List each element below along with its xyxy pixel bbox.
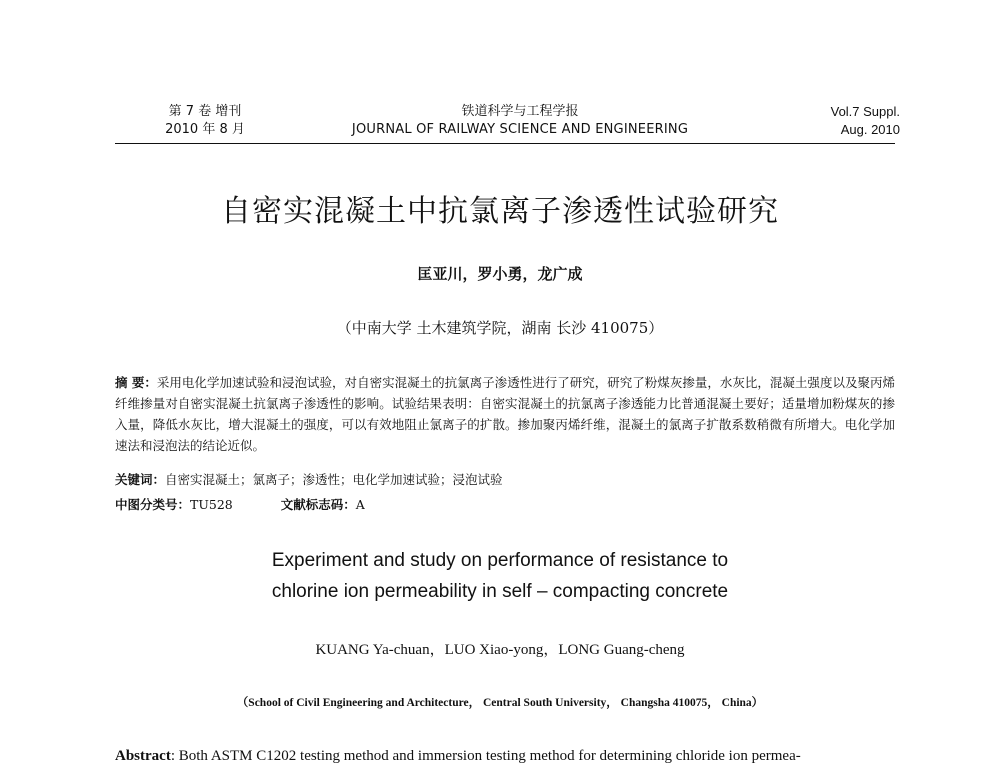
header-journal-name <box>310 103 730 139</box>
abstract-cn-text: 采用电化学加速试验和浸泡试验，对自密实混凝土的抗氯离子渗透性进行了研究，研究了粉煤灰掺量，水灰比，混凝土强度以及聚丙烯纤维掺量对自密实混凝土抗氯离子渗透性的影响。试验结果表明：自密实混凝土的抗氯离子渗透能力比普通混凝土要好；适量增加粉煤灰的掺入量，降低水灰比，增大混凝土的强度，可以有效地阻止氯离子的扩散。掺加聚丙烯纤维，混凝土的氯离子扩散系数稍微有所增大。电化学加速法和浸泡法的结论近似。 <box>115 375 895 453</box>
paper-title-en-line2: chlorine ion permeability in self – compacting concrete <box>271 581 729 602</box>
header-volume-info <box>115 103 295 139</box>
abstract-en-text: : Both ASTM C1202 testing method and immersion testing method for determining chloride ion permea- <box>170 748 801 764</box>
doc-code-label: 文献标志码： <box>280 497 356 512</box>
paper-title-cn: 自密实混凝土中抗氯离子渗透性试验研究 <box>221 194 779 229</box>
paper-title-en <box>0 545 1000 607</box>
keywords-cn <box>115 470 895 490</box>
clc-label: 中图分类号： <box>115 497 191 512</box>
clc-value: TU528 <box>190 497 233 512</box>
paper-title-en-line1: Experiment and study on performance of resistance to <box>271 550 729 571</box>
abstract-en-label: Abstract <box>115 748 171 764</box>
journal-name-en: JOURNAL OF RAILWAY SCIENCE AND ENGINEERING <box>351 122 689 137</box>
classification-line <box>115 495 895 515</box>
doc-code-value: A <box>355 497 365 512</box>
affiliation-en: （School of Civil Engineering and Architecture， Central South University， Changsha 410075， China） <box>236 697 764 709</box>
header-volume-info-en <box>760 103 900 139</box>
abstract-cn <box>115 372 895 456</box>
abstract-en <box>115 746 895 766</box>
header-volume-en: Vol.7 Suppl. <box>830 104 900 119</box>
keywords-cn-text: 自密实混凝土；氯离子；渗透性；电化学加速试验；浸泡试验 <box>165 472 503 487</box>
journal-name-cn: 铁道科学与工程学报 <box>461 104 579 119</box>
header-volume-issue: 第 7 卷 增刊 <box>168 104 242 119</box>
header-date-cn: 2010 年 8 月 <box>165 122 245 137</box>
authors-en: KUANG Ya-chuan，LUO Xiao-yong，LONG Guang-cheng <box>315 642 685 658</box>
affiliation-cn: （中南大学 土木建筑学院，湖南 长沙 410075） <box>336 319 664 337</box>
header-date-en: Aug. 2010 <box>840 122 900 137</box>
header-rule <box>115 143 895 144</box>
authors-cn: 匡亚川，罗小勇，龙广成 <box>417 265 583 283</box>
abstract-cn-label: 摘 要： <box>115 375 157 390</box>
keywords-cn-label: 关键词： <box>115 472 166 487</box>
